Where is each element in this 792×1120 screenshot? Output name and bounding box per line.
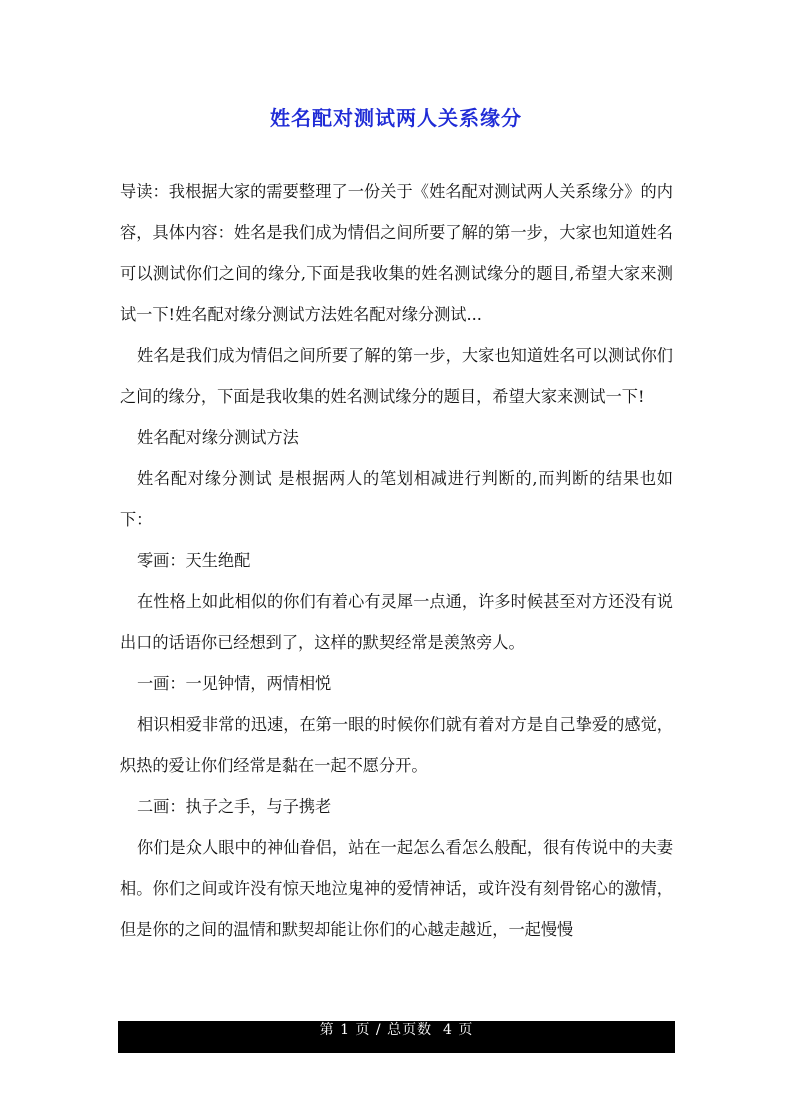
body-paragraph: 相识相爱非常的迅速，在第一眼的时候你们就有着对方是自己挚爱的感觉，炽热的爱让你们经常是黏在一起不愿分开。 (120, 715, 673, 775)
page-number-footer: 第 1 页 / 总页数 4 页 (319, 1022, 474, 1038)
page-footer-bar (118, 1021, 675, 1053)
section-heading: 二画：执子之手，与子携老 (137, 797, 332, 816)
body-paragraph: 你们是众人眼中的神仙眷侣，站在一起怎么看怎么般配，很有传说中的夫妻相。你们之间或许没有惊天地泣鬼神的爱情神话，或许没有刻骨铭心的激情，但是你的之间的温情和默契却能让你们的心越走越近，一起慢慢 (120, 838, 673, 939)
intro-paragraph: 导读：我根据大家的需要整理了一份关于《姓名配对测试两人关系缘分》的内容，具体内容：姓名是我们成为情侣之间所要了解的第一步，大家也知道姓名可以测试你们之间的缘分,下面是我收集的姓名测试缘分的题目,希望大家来测试一下!姓名配对缘分测试方法姓名配对缘分测试... (120, 182, 673, 324)
section-heading: 一画：一见钟情，两情相悦 (137, 674, 332, 693)
body-paragraph: 在性格上如此相似的你们有着心有灵犀一点通，许多时候甚至对方还没有说出口的话语你已经想到了，这样的默契经常是羡煞旁人。 (120, 592, 673, 652)
document-body (120, 171, 673, 950)
section-heading: 零画：天生绝配 (137, 551, 251, 570)
document-title: 姓名配对测试两人关系缘分 (270, 106, 522, 130)
section-heading: 姓名配对缘分测试方法 (137, 428, 299, 447)
body-paragraph: 姓名是我们成为情侣之间所要了解的第一步，大家也知道姓名可以测试你们之间的缘分，下面是我收集的姓名测试缘分的题目，希望大家来测试一下! (120, 346, 673, 406)
body-paragraph: 姓名配对缘分测试 是根据两人的笔划相减进行判断的,而判断的结果也如下： (120, 469, 673, 529)
